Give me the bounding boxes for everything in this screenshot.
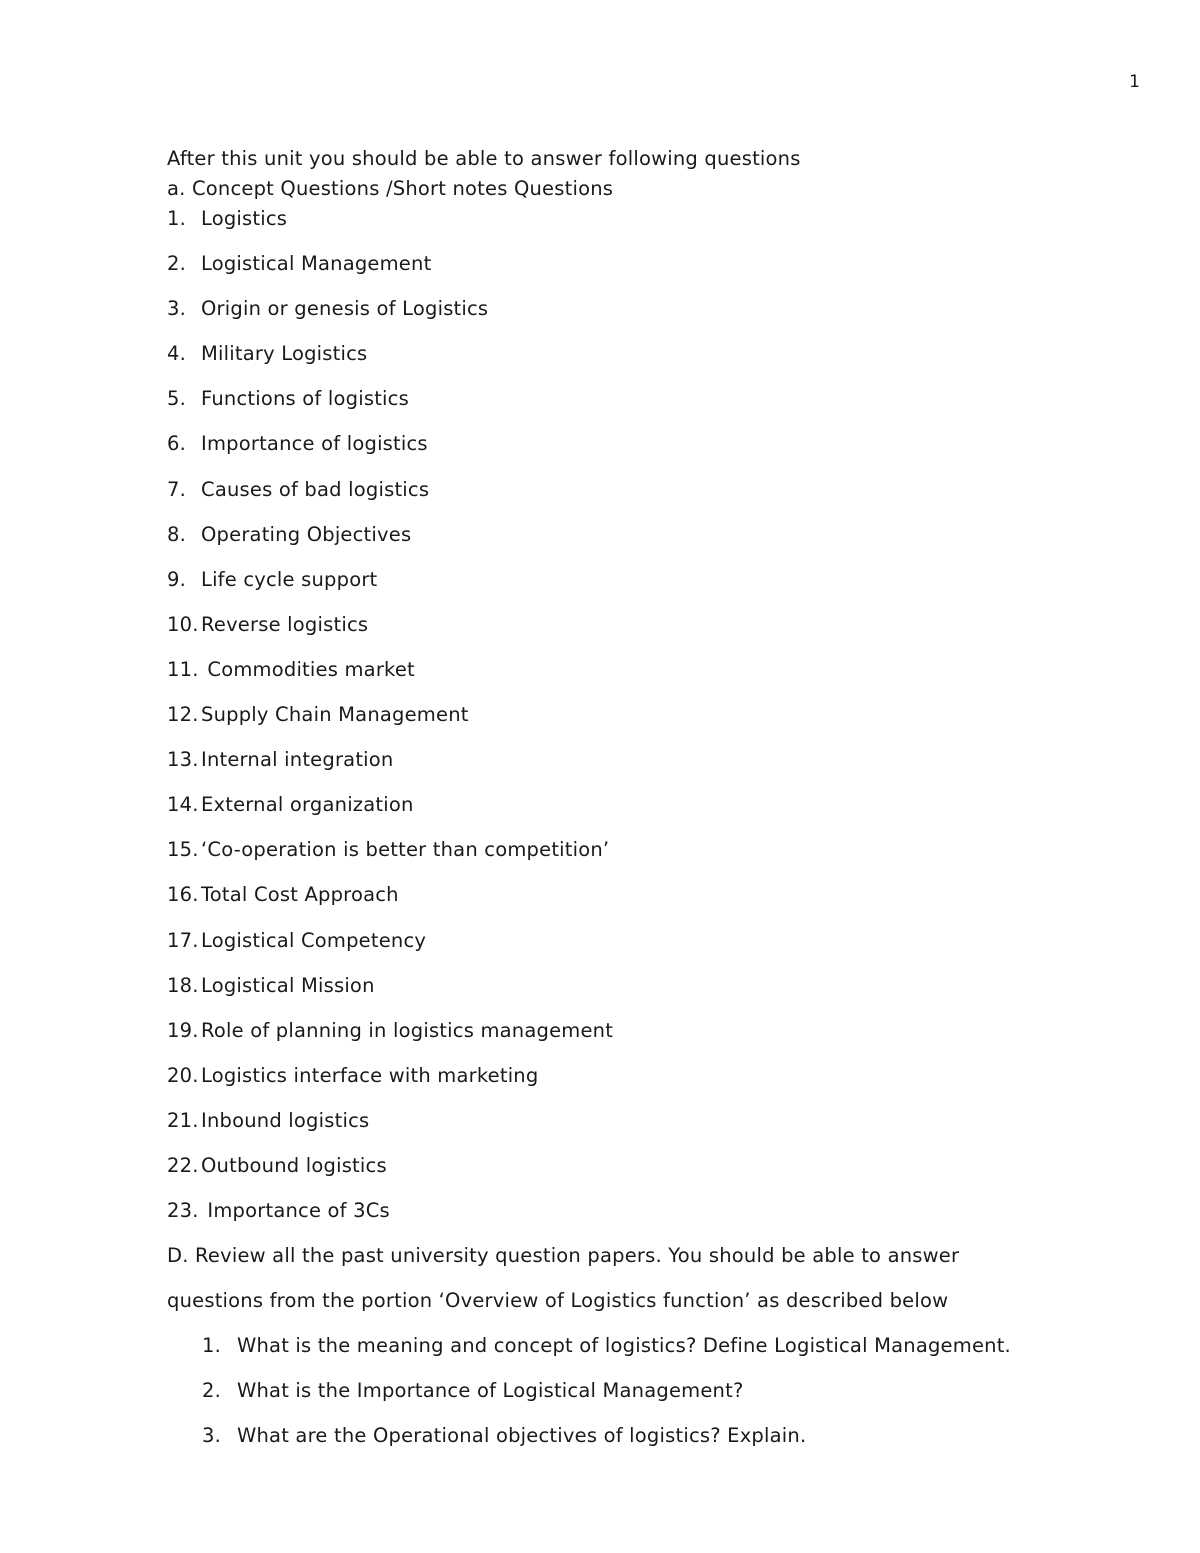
concept-question-item xyxy=(167,1016,1117,1061)
review-question-item-text: What is the meaning and concept of logistics? Define Logistical Management. xyxy=(237,1334,1011,1358)
concept-question-item xyxy=(167,655,1117,700)
review-question-item xyxy=(202,1331,1117,1376)
concept-question-item-number: 4. xyxy=(167,342,187,366)
concept-question-item xyxy=(167,610,1117,655)
concept-question-item xyxy=(167,926,1117,971)
concept-question-item-text: Total Cost Approach xyxy=(201,883,399,907)
section-d-line-1: D. Review all the past university question papers. You should be able to answer xyxy=(167,1244,960,1268)
concept-question-item xyxy=(167,384,1117,429)
concept-question-item-number: 14. xyxy=(167,793,199,817)
intro-text: After this unit you should be able to answer following questions xyxy=(167,147,801,170)
concept-question-item xyxy=(167,971,1117,1016)
review-questions-list xyxy=(167,1331,1117,1465)
concept-question-item-text: Role of planning in logistics management xyxy=(201,1018,614,1042)
concept-question-item xyxy=(167,1061,1117,1106)
concept-question-item-text: Commodities market xyxy=(201,657,415,681)
concept-question-item xyxy=(167,565,1117,610)
concept-question-item-number: 15. xyxy=(167,838,199,862)
concept-question-item-text: Logistical Management xyxy=(201,252,432,276)
review-question-item-number: 2. xyxy=(202,1379,222,1403)
concept-question-item xyxy=(167,1106,1117,1151)
concept-question-item-number: 7. xyxy=(167,477,187,501)
concept-question-item-text: Logistical Competency xyxy=(201,928,427,952)
section-a-heading: a. Concept Questions /Short notes Questions xyxy=(167,177,614,200)
concept-question-item-number: 10. xyxy=(167,612,199,636)
concept-question-item-number: 17. xyxy=(167,928,199,952)
concept-question-item-number: 1. xyxy=(167,207,187,230)
concept-question-item-text: Origin or genesis of Logistics xyxy=(201,297,489,321)
page-number: 1 xyxy=(1129,72,1140,92)
concept-question-item-text: Logistics interface with marketing xyxy=(201,1063,539,1087)
concept-question-item-text: Functions of logistics xyxy=(201,387,409,411)
concept-question-item-text: Internal integration xyxy=(201,748,394,772)
concept-question-item-text: Inbound logistics xyxy=(201,1108,370,1132)
concept-question-item xyxy=(167,429,1117,474)
concept-question-item-text: Importance of logistics xyxy=(201,432,428,456)
concept-question-item-text: Military Logistics xyxy=(201,342,368,366)
concept-question-item-number: 9. xyxy=(167,567,187,591)
concept-question-item-text: Importance of 3Cs xyxy=(201,1199,390,1223)
concept-question-item xyxy=(167,835,1117,880)
concept-question-item-text: Outbound logistics xyxy=(201,1153,387,1177)
concept-question-item-number: 3. xyxy=(167,297,187,321)
concept-question-item-number: 12. xyxy=(167,703,199,727)
review-question-item-text: What is the Importance of Logistical Management? xyxy=(237,1379,744,1403)
concept-question-item xyxy=(167,745,1117,790)
review-question-item-text: What are the Operational objectives of logistics? Explain. xyxy=(237,1423,807,1447)
concept-question-item-number: 22. xyxy=(167,1153,199,1177)
concept-question-item-text: Operating Objectives xyxy=(201,522,412,546)
concept-question-item-number: 5. xyxy=(167,387,187,411)
concept-question-item-number: 23. xyxy=(167,1199,199,1223)
review-question-item-number: 3. xyxy=(202,1423,222,1447)
concept-question-item-number: 2. xyxy=(167,252,187,276)
concept-question-item-text: Logistical Mission xyxy=(201,973,375,997)
concept-question-item-number: 16. xyxy=(167,883,199,907)
concept-question-item xyxy=(167,204,1117,249)
document-body xyxy=(167,144,1117,1465)
concept-question-item-text: Supply Chain Management xyxy=(201,703,469,727)
concept-question-item-text: Logistics xyxy=(201,207,288,230)
concept-question-item xyxy=(167,249,1117,294)
concept-question-item xyxy=(167,880,1117,925)
concept-question-item xyxy=(167,339,1117,384)
concept-question-item-number: 21. xyxy=(167,1108,199,1132)
section-d-line-2: questions from the portion ‘Overview of Logistics function’ as described below xyxy=(167,1289,949,1313)
concept-question-item xyxy=(167,475,1117,520)
concept-question-item xyxy=(167,1151,1117,1196)
concept-question-item-text: External organization xyxy=(201,793,414,817)
concept-question-item-text: Life cycle support xyxy=(201,567,378,591)
concept-question-item-number: 19. xyxy=(167,1018,199,1042)
concept-question-item-text: ‘Co-operation is better than competition’ xyxy=(201,838,610,862)
concept-questions-list xyxy=(167,204,1117,1241)
review-question-item xyxy=(202,1376,1117,1421)
concept-question-item xyxy=(167,520,1117,565)
concept-question-item xyxy=(167,700,1117,745)
concept-question-item xyxy=(167,1196,1117,1241)
concept-question-item-number: 18. xyxy=(167,973,199,997)
concept-question-item-text: Causes of bad logistics xyxy=(201,477,430,501)
review-question-item-number: 1. xyxy=(202,1334,222,1358)
concept-question-item-text: Reverse logistics xyxy=(201,612,369,636)
concept-question-item-number: 11. xyxy=(167,657,199,681)
concept-question-item-number: 13. xyxy=(167,748,199,772)
concept-question-item-number: 6. xyxy=(167,432,187,456)
concept-question-item-number: 8. xyxy=(167,522,187,546)
review-question-item xyxy=(202,1421,1117,1466)
concept-question-item-number: 20. xyxy=(167,1063,199,1087)
concept-question-item xyxy=(167,294,1117,339)
concept-question-item xyxy=(167,790,1117,835)
